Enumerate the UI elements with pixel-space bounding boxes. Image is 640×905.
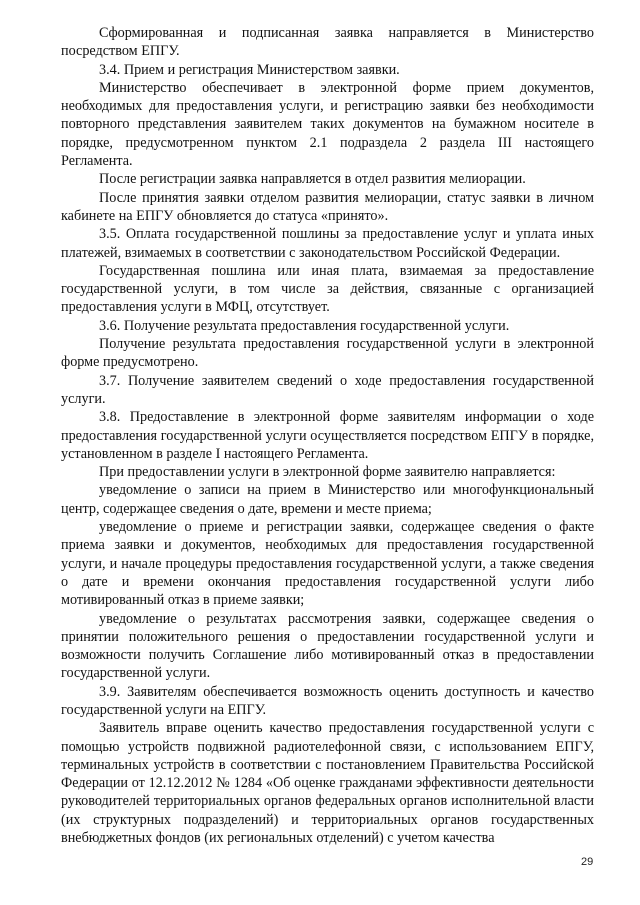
paragraph-1: Сформированная и подписанная заявка направляется в Министерство посредством ЕПГУ. [61, 25, 594, 60]
paragraph-5: После принятия заявки отделом развития мелиорации, статус заявки в личном кабинете на ЕПГУ обновляется до статуса «принято». [61, 189, 594, 224]
paragraph-9: Получение результата предоставления государственной услуги в электронной форме предусмотрено. [61, 336, 594, 371]
paragraph-3: Министерство обеспечивает в электронной форме прием документов, необходимых для предоставления услуги, и регистрацию заявки без необходимости повторного представления заявителем таких документов на бумажном носителе в порядке, предусмотренном пунктом 2.1 подраздела 2 раздела III настоящего Регламента. [61, 79, 594, 170]
paragraph-13: уведомление о записи на прием в Министерство или многофункциональный центр, содержащее сведения о дате, времени и месте приема; [61, 482, 594, 517]
paragraph-17: Заявитель вправе оценить качество предоставления государственной услуги с помощью устройств подвижной радиотелефонной связи, с использованием ЕПГУ, терминальных устройств в соответствии с постановлением Правительства Российской Федерации от 12.12.2012 № 1284 «Об оценке гражданами эффективности деятельности руководителей территориальных органов федеральных органов исполнительной власти (их структурных подразделений) и территориальных органов государственных внебюджетных фондов (их региональных отделений) с учетом качества [61, 720, 594, 847]
paragraph-7: Государственная пошлина или иная плата, взимаемая за предоставление государственной услуги, в том числе за действия, связанные с организацией предоставления услуги в МФЦ, отсутствует. [61, 262, 594, 316]
paragraph-14: уведомление о приеме и регистрации заявки, содержащее сведения о факте приема заявки и документов, необходимых для предоставления государственной услуги, и начале процедуры предоставления государственной услуги, а также сведения о дате и времени окончания предоставления государственной услуги либо мотивированный отказ в приеме заявки; [61, 519, 594, 609]
paragraph-6: 3.5. Оплата государственной пошлины за предоставление услуг и уплата иных платежей, взимаемых в соответствии с законодательством Российской Федерации. [61, 226, 594, 261]
page-number: 29 [581, 856, 594, 868]
paragraph-10: 3.7. Получение заявителем сведений о ходе предоставления государственной услуги. [61, 372, 594, 407]
paragraph-15: уведомление о результатах рассмотрения заявки, содержащее сведения о принятии положительного решения о предоставлении государственной услуги и возможности получить Соглашение либо мотивированный отказ в предоставлении государственной услуги. [61, 610, 594, 682]
paragraph-12: При предоставлении услуги в электронной форме заявителю направляется: [99, 464, 556, 481]
paragraph-8: 3.6. Получение результата предоставления государственной услуги. [99, 317, 510, 334]
paragraph-2: 3.4. Прием и регистрация Министерством заявки. [99, 61, 400, 78]
paragraph-16: 3.9. Заявителям обеспечивается возможность оценить доступность и качество государственной услуги на ЕПГУ. [61, 683, 594, 718]
paragraph-11: 3.8. Предоставление в электронной форме заявителям информации о ходе предоставления государственной услуги осуществляется посредством ЕПГУ в порядке, установленном в разделе I настоящего Регламента. [61, 409, 594, 462]
paragraph-4: После регистрации заявка направляется в отдел развития мелиорации. [99, 171, 526, 188]
document-body [61, 24, 594, 847]
